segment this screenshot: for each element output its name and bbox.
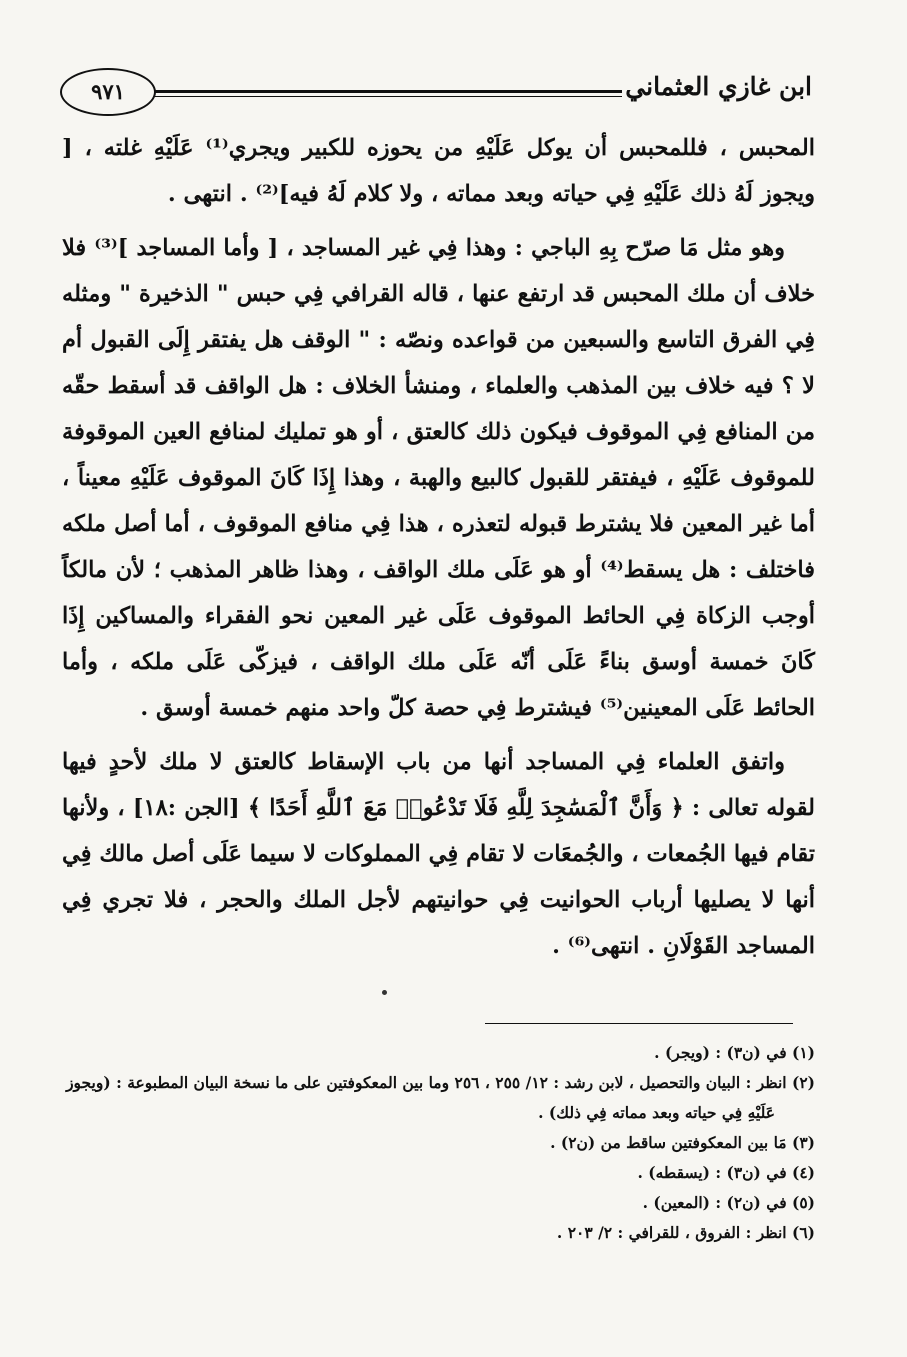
paragraph-2: وهو مثل مَا صرّح بِهِ الباجي : وهذا فِي غير المساجد ، [ وأما المساجد ]⁽³⁾ فلا خلاف أن ملك المحبس قد ارتفع عنها ، قاله القرافي فِي حبس " الذخيرة " ومثله فِي الفرق التاسع والسبعين من قواعده ونصّه : " الوقف هل يفتقر إِلَى القبول أم لا ؟ فيه خلاف بين المذهب والعلماء ، ومنشأ الخلاف : هل الواقف قد أسقط حقّه من المنافع فِي الموقوف فيكون ذلك كالعتق ، أو هو تمليك لمنافع العين الموقوفة للموقوف عَلَيْهِ ، فيفتقر للقبول كالبيع والهبة ، وهذا إِذَا كَانَ الموقوف عَلَيْهِ معيناً ، أما غير المعين فلا يشترط قبوله لتعذره ، هذا فِي منافع الموقوف ، أما أصل ملكه فاختلف : هل يسقط⁽⁴⁾ أو هو عَلَى ملك الواقف ، وهذا ظاهر المذهب ؛ لأن مالكاً أوجب الزكاة فِي الحائط الموقوف عَلَى غير المعين نحو الفقراء والمساكين إِذَا كَانَ خمسة أوسق بناءً عَلَى أنّه عَلَى ملك الواقف ، فيزكّى عَلَى ملكه ، وأما الحائط عَلَى المعينين⁽⁵⁾ فيشترط فِي حصة كلّ واحد منهم خمسة أوسق . [62, 235, 815, 721]
running-header [60, 68, 812, 116]
paragraph-3: واتفق العلماء فِي المساجد أنها من باب الإسقاط كالعتق لا ملك لأحدٍ فيها لقوله تعالى : ﴿ وَأَنَّ ٱلْمَسَٰجِدَ لِلَّهِ فَلَا تَدْعُوا۟ مَعَ ٱللَّهِ أَحَدًا ﴾ [الجن :١٨] ، ولأنها تقام فيها الجُمعات ، والجُمعَات لا تقام فِي المملوكات لا سيما عَلَى أصل مالك فِي أنها لا يصليها أرباب الحوانيت فِي حوانيتهم لأجل الملك والحجر ، فلا تجري فِي المساجد القَوْلَانِ . انتهى⁽⁶⁾ . [62, 749, 815, 959]
footnote-4: (٤) في (ن٣) : (يسقطه) . [637, 1163, 815, 1182]
footnote-2-continued: عَلَيْهِ فِي حياته وبعد مماته فِي ذلك) . [538, 1103, 775, 1122]
stray-dot [382, 990, 387, 995]
footnote-1: (١) في (ن٣) : (ويجر) . [654, 1043, 815, 1062]
footnote-3: (٣) مَا بين المعكوفتين ساقط من (ن٢) . [550, 1133, 815, 1152]
footnote-6: (٦) انظر : الفروق ، للقرافي : ٢/ ٢٠٣ . [556, 1223, 815, 1242]
main-text [62, 125, 815, 977]
footnotes [40, 1038, 815, 1248]
footnote-2: (٢) انظر : البيان والتحصيل ، لابن رشد : ١٢/ ٢٥٥ ، ٢٥٦ وما بين المعكوفتين على ما نسخة البيان المطبوعة : (ويجوز [66, 1073, 815, 1092]
running-header-title: ابن غازي العثماني [625, 72, 812, 101]
footnote-5: (٥) في (ن٢) : (المعين) . [642, 1193, 815, 1212]
paragraph-1: المحبس ، فللمحبس أن يوكل عَلَيْهِ من يحوزه للكبير ويجري⁽¹⁾ عَلَيْهِ غلته ، [ ويجوز لَهُ ذلك عَلَيْهِ فِي حياته وبعد مماته ، ولا كلام لَهُ فيه]⁽²⁾ . انتهى . [62, 135, 815, 207]
footnote-separator [485, 1023, 793, 1024]
page-number-oval: ٩٧١ [60, 68, 156, 116]
header-rule [148, 90, 622, 97]
